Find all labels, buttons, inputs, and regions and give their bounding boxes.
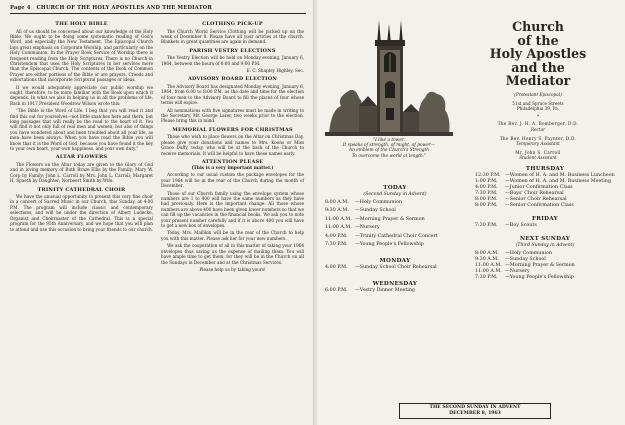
caption-line-2: It speaks of strength, of might, of power— [342,143,436,149]
cathedral-choir-heading: TRINITY CATHEDRAL CHOIR [37,186,126,193]
cathedral-choir-paragraph: We have the unusual opportunity to present this very fine choir in a concert of Sacred Music in our Church, this Sunday, at 4:00 P.M. The program will include classic and contemporary selections, and will be under the direction of Albert Ludecke, Organist and Choirmaster of the Cathedral. This is a special program for the 95th Anniversary, and we hope that you will plan to attend and use this occasion to bring your friends to our church. [10,194,153,232]
church-title-line-3: Holy Apostles [489,46,587,61]
church-title [459,20,617,88]
clothing-heading: CLOTHING PICK-UP [202,21,263,27]
vestry-signature: E. C. Shapley Highley, Sec. [246,68,304,74]
caption-line-3: An emblem of the Church's Strength [349,148,429,154]
church-title-line-2: of the [517,32,559,48]
advisory-paragraph-1: The Advisory Board has designated Monday evening, January 6, 1964, from 6:00 to 8:00 P.M. as the date and time for the election of four men to the Advisory Board to fill the places of four whose terms will expire. [161,83,304,106]
monday-heading: MONDAY [379,257,411,264]
page-number: Page 4 [10,5,31,11]
friday-heading: FRIDAY [532,216,558,222]
schedule-item: 9:30 A.M. —Sunday School [475,257,546,262]
left-column-1 [10,18,153,274]
rector-title: Rector [530,126,546,132]
attention-paragraph-1: According to our usual custom the package envelopes for the year 1964 will be in the rear of the Church during the month of December. [161,172,304,189]
thursday-heading: THURSDAY [525,166,565,172]
left-column-2 [161,18,304,274]
attention-paragraph-3: Today, Mrs. Mallikin will be in the rear of the Church to help you with this matter. Please ask her for your new numbers. [161,230,304,241]
caption-line-4: To overcome the world at length." [351,153,427,159]
church-title-line-1: Church [512,19,564,34]
church-title-line-5: Mediator [505,73,571,88]
caption-line-1: "I like a tower. [373,138,405,143]
schedule-item: 11:00 A.M. —Nursery [475,269,530,274]
church-tower-illustration [325,6,453,176]
attention-subheading: (This is a very important matter.) [191,166,274,172]
student-name: Mr. John S. Carroll [515,149,561,155]
schedule-left [325,180,465,296]
church-tower-drawing [325,6,453,136]
address-line-1: 51st and Spruce Streets [512,100,564,106]
footer-box [399,403,551,419]
bible-paragraph-2: If we would adequately appreciate our public worship we ought, therefore, to be more familiar with the Book upon which it depends. In what we also in helping us in all the problems of life. Back in 1917 President Woodrow Wilson wrote this: [10,84,153,106]
schedule-item: 6:00 P.M. —Vestry Dinner Meeting [325,287,416,293]
schedule [325,166,617,296]
advisory-paragraph-2: All nominations with five signatures must be made in writing to the Secretary, Mr. George Lazer, two weeks prior to the election. Please bring this in mind. [161,107,304,124]
bible-paragraph-1: All of us should be concerned about our knowledge of the Holy Bible. We ought to be doing some systematic reading of God's Word, and especially the New Testament. The Episcopal Church lays great emphasis on Corporate Worship, and particularly on the Holy Communion. In the Prayer Book Service of Worship there is frequent reading from the Holy Scriptures. There is no Church in Christendom that uses the Holy Scriptures in her services more than the Episcopal Church. The contents of the Book of Common Prayer are either portions of the Bible or are prayers, Creeds and exhortations that incorporate Scriptural passages or ideas. [10,28,153,83]
church-title-line-4: and the [511,59,565,75]
newsletter-title: CHURCH OF THE HOLY APOSTLES AND THE MEDIATOR [36,5,212,11]
next-sunday-heading: NEXT SUNDAY [519,236,571,242]
altar-flowers-paragraph: The Flowers on the Altar today are given to the Glory of God and in loving memory of Ruth Braze Ellis by the Family; Mary W. Corp by Family; John L. Carroll by Mrs. John L. Carroll; Margaret H. Spaeth by Daughter; Norbeert Smith by Wife. [10,161,153,184]
schedule-item: 7:30 P.M. —Young People's Fellowship [325,241,424,247]
schedule-item: 7:30 P.M. —Young People's Fellowship [475,275,574,280]
page-header [10,5,306,14]
attention-heading: ATTENTION PLEASE [201,158,264,165]
today-heading: TODAY [383,185,407,191]
advisory-heading: ADVISORY BOARD ELECTION [187,76,278,83]
schedule-item: 4:00 P.M. —Sunday School Choir Rehearsal [325,264,437,270]
altar-flowers-heading: ALTAR FLOWERS [55,154,108,161]
student-title: Student Assistant [519,155,557,161]
schedule-item: 7:30 P.M. —Boy Scouts [475,223,537,228]
memorial-paragraph: Those who wish to place flowers on the Altar on Christmas Day, please give your donations and names to Mrs. Koons or Miss Grace Duffy, today, who will be at the back of the Church to receive memorials. It will be helpful to have these names early. [161,134,304,156]
clothing-paragraph: The Church World Service Clothing will be picked up on the week of December 8. Please have all your articles at the church. Blankets in great quantities are again in demand. [161,28,304,45]
wednesday-heading: WEDNESDAY [372,280,418,287]
vestry-paragraph: The Vestry Election will be held on Monday evening, January 6, 1964, between the hours of 8:00 and 9:00 P.M. [161,55,304,66]
schedule-item: 7:30 P.M. —Boys' Choir Rehearsal [475,191,564,196]
right-page [317,0,625,425]
memorial-heading: MEMORIAL FLOWERS FOR CHRISTMAS [172,126,293,133]
schedule-right [475,166,615,296]
attention-paragraph-2: Those of our Church family using the envelope system whose numbers are 1 to 400 will have the same numbers as they have had previously. Here is the important change: All those whose numbers are above 400 have been given lower numbers so that we can fill up the vacancies in the financial books. We ask you to note your present number carefully and if it is above 400 you will have to get a new box of envelopes. [161,190,304,229]
schedule-item: 1:00 P.M. —Women of H. A. and M. Business Meeting [475,179,611,184]
rector-name: The Rev. J. H. A. Bomberger, D.D. [497,121,579,127]
schedule-item: 8:00 P.M. —Senior Confirmation Class [475,203,574,208]
attention-closing: Please help us by taking yours! [199,266,266,272]
footer-line-2: DECEMBER 8, 1963 [449,411,501,416]
footer-line-1: THE SECOND SUNDAY IN ADVENT [429,405,521,410]
schedule-item: 4:00 P.M. —Trinity Cathedral Choir Concert [325,233,438,239]
schedule-item: 12:30 P.M. —Women of H. A. and M. Business Luncheon [475,173,615,178]
schedule-item: 9:30 A.M. —Sunday School [325,208,396,214]
schedule-item: 4:00 P.M. —Junior Confirmation Class [475,185,573,190]
schedule-item: 8:00 A.M. —Holy Communion [475,251,552,256]
schedule-item: 11:00 A.M. —Morning Prayer & Sermon [475,263,575,268]
schedule-item: 11:00 A.M. —Nursery [325,225,380,231]
next-sunday-subheading: (Third Sunday in Advent) [515,243,575,248]
denomination: (Protestant Episcopal) [514,91,562,97]
bible-quote: "The Bible is the Word of Life. I beg that you will read it and find this out for yourselves—not little snatches here and there, but long passages that will really be the road to the heart of it. You will find it not only full of real men and women, but also of things you have wondered about and been troubled about all your life, as men have been always. When you have read the Bible you will know that it is the Word of God, because you have found it the key to your own heart, your own happiness, and your own duty." [10,108,153,152]
church-title-block: Church of the Holy Apostles and the Mediator (Protestant Episcopal) 51st and Spruce Streets Philadelphia 39, Pa. * The Rev. J. H. A. Bomberger, D.D. Rector The Rev. Henry S. Paynter, D.D. Temporary Assistant Mr. John S. Carroll Student Assistant [453,6,617,176]
schedule-item: 8:00 A.M. —Holy Communion [325,200,402,205]
vestry-heading: PARISH VESTRY ELECTIONS [189,47,276,54]
schedule-item: 8:00 P.M. —Senior Choir Rehearsal [475,197,567,202]
assistant-title: Temporary Assistant [516,141,560,147]
attention-paragraph-4: We ask the cooperation of all in this matter of taking your 1964 envelopes thus saving us the expense of mailing them. You will have ample time to get them, for they will be in the Church on all the Sundays in December and at the Christmas Services. [161,243,304,265]
today-subheading: (Second Sunday in Advent) [363,192,427,197]
assistant-name: The Rev. Henry S. Paynter, D.D. [499,135,577,141]
bible-heading: THE HOLY BIBLE [55,21,108,27]
address-line-2: Philadelphia 39, Pa. [516,106,560,112]
tower-caption [325,138,453,159]
schedule-item: 11:00 A.M. —Morning Prayer & Sermon [325,216,425,222]
